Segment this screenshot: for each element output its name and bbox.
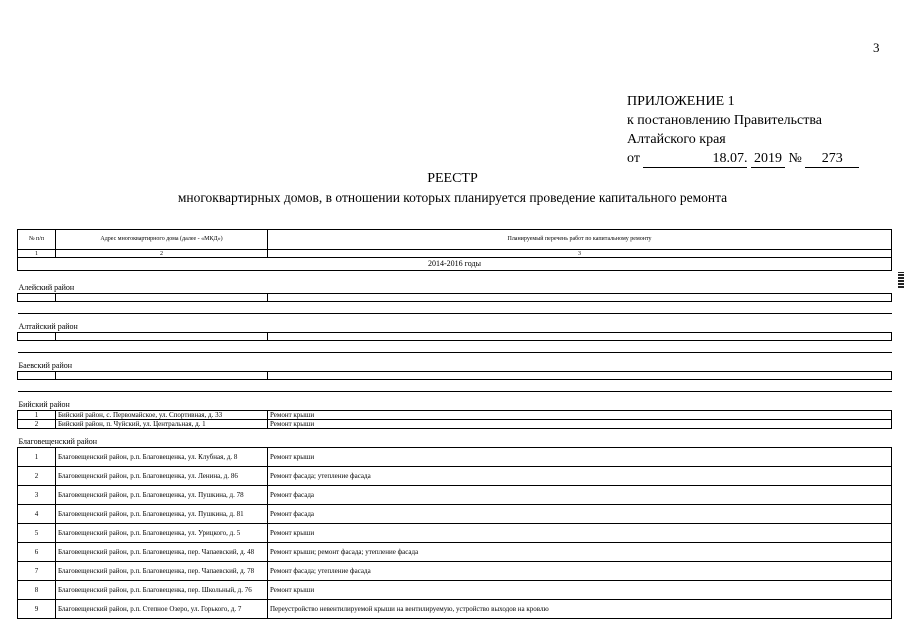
row-address: Благовещенский район, р.п. Благовещенка, ул. Пушкина, д. 81 [56, 505, 268, 524]
empty-row [18, 333, 892, 341]
document-subtitle: многоквартирных домов, в отношении которых планируется проведение капитального ремонта [177, 190, 728, 205]
appendix-decree-line: к постановлению Правительства [627, 113, 823, 128]
header-row [18, 230, 892, 250]
appendix-region-line: Алтайского края [627, 132, 726, 147]
number-sign: № [788, 151, 802, 166]
empty-row [18, 294, 892, 302]
district-label: Алейский район [18, 271, 892, 294]
row-works: Ремонт крыши [268, 581, 892, 600]
row-address: Благовещенский район, р.п. Благовещенка, ул. Ленина, д. 86 [56, 467, 268, 486]
row-works: Ремонт фасада; утепление фасада [268, 562, 892, 581]
district-label: Благовещенский район [18, 429, 892, 448]
row-works: Ремонт крыши [268, 420, 892, 429]
row-number: 5 [18, 524, 56, 543]
district-label: Алтайский район [18, 314, 892, 333]
table-row [18, 448, 892, 467]
header-number-1: 1 [18, 250, 56, 258]
appendix-date-line [627, 149, 859, 168]
page-number: 3 [873, 40, 880, 55]
appendix-block [627, 92, 859, 168]
district-label: Бийский район [18, 392, 892, 411]
header-number-2: 2 [56, 250, 268, 258]
row-number: 3 [18, 486, 56, 505]
row-address: Благовещенский район, р.п. Благовещенка, пер. Чапаевский, д. 78 [56, 562, 268, 581]
row-address: Благовещенский район, р.п. Благовещенка, пер. Школьный, д. 76 [56, 581, 268, 600]
decree-number: 273 [805, 150, 859, 168]
row-works: Ремонт фасада; утепление фасада [268, 467, 892, 486]
district-row-blagoveshchensky [18, 429, 892, 448]
header-address: Адрес многоквартирного дома (далее - «МКД») [56, 230, 268, 250]
empty-row [18, 372, 892, 380]
appendix-title: ПРИЛОЖЕНИЕ 1 [627, 94, 735, 109]
row-number: 9 [18, 600, 56, 619]
district-row-aleysky [18, 271, 892, 294]
table-row [18, 420, 892, 429]
table-row [18, 411, 892, 420]
decree-date: 18.07. [643, 150, 747, 168]
scan-margin-mark [898, 272, 904, 288]
spacer-row [18, 341, 892, 353]
row-address: Благовещенский район, р.п. Степное Озеро, ул. Горького, д. 7 [56, 600, 268, 619]
row-number: 8 [18, 581, 56, 600]
header-number-3: 3 [268, 250, 892, 258]
date-prefix: от [627, 151, 640, 166]
row-number: 2 [18, 420, 56, 429]
row-number: 1 [18, 411, 56, 420]
table-row [18, 467, 892, 486]
table-row [18, 562, 892, 581]
row-address: Бийский район, с. Первомайское, ул. Спортивная, д. 33 [56, 411, 268, 420]
row-works: Ремонт крыши [268, 448, 892, 467]
header-works: Планируемый перечень работ по капитальному ремонту [268, 230, 892, 250]
table-row [18, 581, 892, 600]
document-title: РЕЕСТР [427, 171, 478, 186]
table-row [18, 505, 892, 524]
table-row [18, 600, 892, 619]
row-works: Переустройство невентилируемой крыши на вентилируемую, устройство выходов на кровлю [268, 600, 892, 619]
district-row-biysky [18, 392, 892, 411]
header-num: № п/п [18, 230, 56, 250]
district-row-baevsky [18, 353, 892, 372]
period-row [18, 258, 892, 271]
district-row-altaisky [18, 314, 892, 333]
row-address: Благовещенский район, р.п. Благовещенка, ул. Пушкина, д. 78 [56, 486, 268, 505]
district-label: Баевский район [18, 353, 892, 372]
row-works: Ремонт крыши [268, 411, 892, 420]
period-label: 2014-2016 годы [18, 258, 892, 271]
row-number: 6 [18, 543, 56, 562]
row-address: Благовещенский район, р.п. Благовещенка, ул. Клубная, д. 8 [56, 448, 268, 467]
row-address: Благовещенский район, р.п. Благовещенка, пер. Чапаевский, д. 48 [56, 543, 268, 562]
row-address: Бийский район, п. Чуйский, ул. Центральная, д. 1 [56, 420, 268, 429]
row-works: Ремонт фасада [268, 486, 892, 505]
row-number: 4 [18, 505, 56, 524]
row-number: 1 [18, 448, 56, 467]
decree-year: 2019 [751, 150, 785, 168]
row-address: Благовещенский район, р.п. Благовещенка, ул. Урицкого, д. 5 [56, 524, 268, 543]
header-numbers-row [18, 250, 892, 258]
table-row [18, 524, 892, 543]
row-number: 7 [18, 562, 56, 581]
row-works: Ремонт фасада [268, 505, 892, 524]
row-number: 2 [18, 467, 56, 486]
spacer-row [18, 302, 892, 314]
row-works: Ремонт крыши [268, 524, 892, 543]
registry-table [17, 229, 892, 619]
table-row [18, 486, 892, 505]
table-row [18, 543, 892, 562]
spacer-row [18, 380, 892, 392]
row-works: Ремонт крыши; ремонт фасада; утепление фасада [268, 543, 892, 562]
